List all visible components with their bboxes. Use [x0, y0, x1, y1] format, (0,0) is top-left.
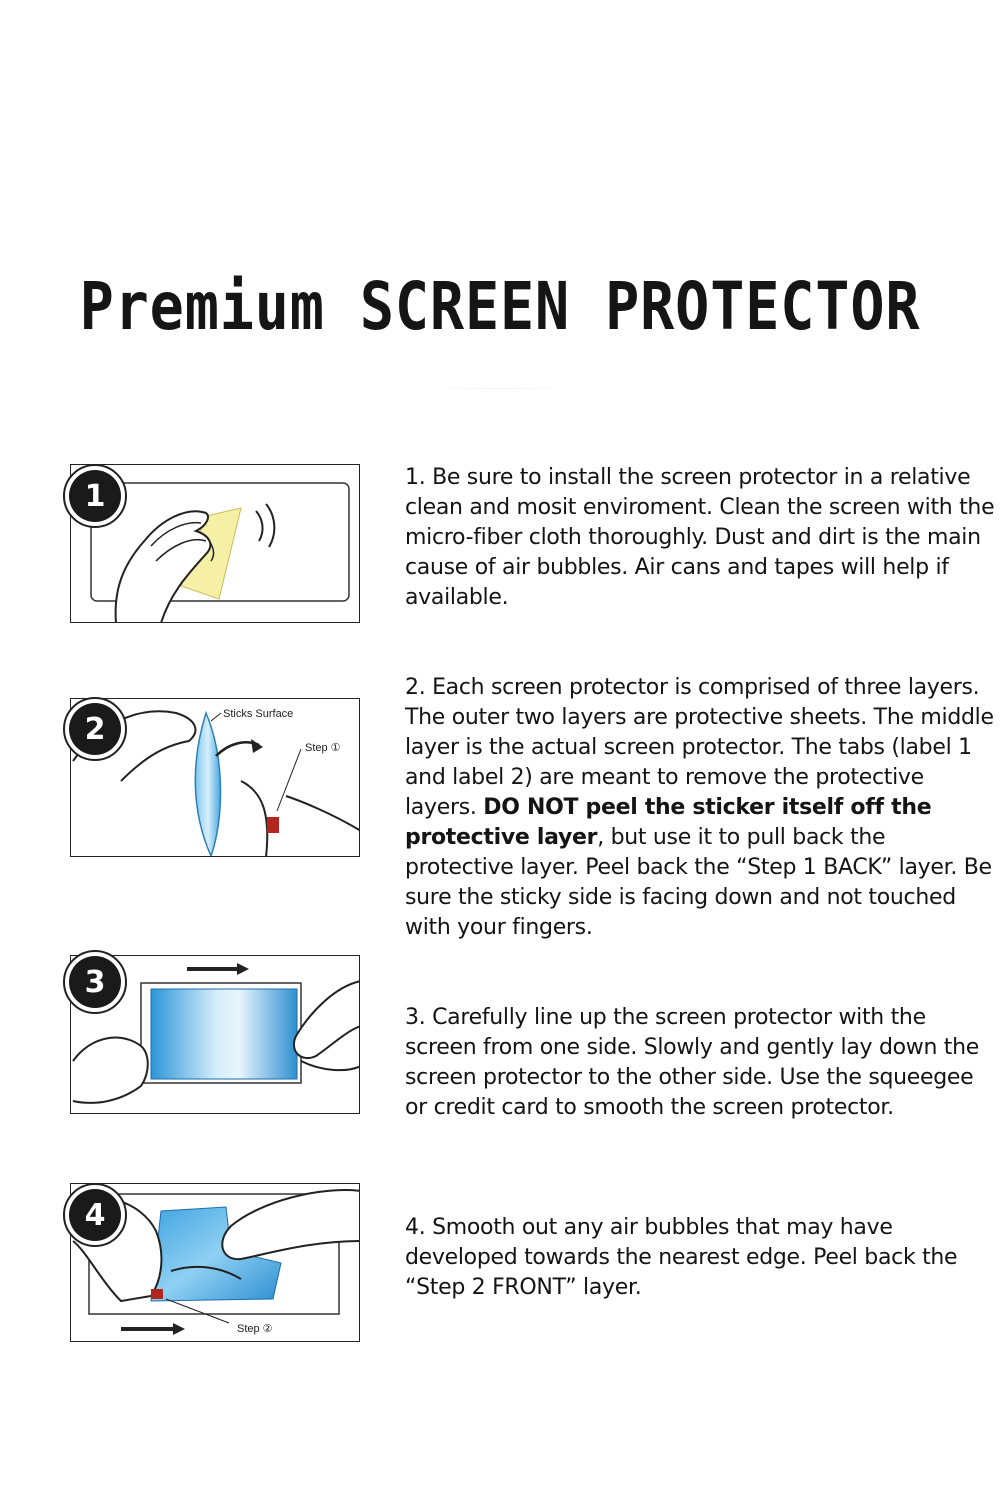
step-1-tab-label: Step ①	[305, 742, 341, 754]
step-4-text: 4. Smooth out any air bubbles that may have developed towards the nearest edge. Peel back the “Step 2 FRONT” layer.	[405, 1215, 958, 1300]
step-3-badge	[63, 950, 127, 1014]
step-1-text: 1. Be sure to install the screen protector in a relative clean and mosit enviroment. Clean the screen with the micro-fiber cloth thoroughly. Dust and dirt is the main cause of air bubbles. Air cans and tapes will help if available.	[405, 465, 995, 610]
step-2-text-warning: DO NOT peel the sticker itself off the protective layer	[405, 795, 932, 850]
step-3-text: 3. Carefully line up the screen protector with the screen from one side. Slowly and gently lay down the screen protector to the other side. Use the squeegee or credit card to smooth the screen protector.	[405, 1005, 980, 1120]
step-1-badge	[63, 464, 127, 528]
page-title: Premium SCREEN PROTECTOR	[79, 268, 921, 345]
step-4-number: 4	[69, 1189, 121, 1241]
step-4-badge	[63, 1183, 127, 1247]
step-2-number: 2	[69, 703, 121, 755]
step-2-badge	[63, 697, 127, 761]
step-2-text-intro: 2. Each screen protector is comprised of three layers. The outer two layers are protective sheets. The middle layer is the actual screen protector. The tabs (label 1 and label 2) are meant to remove the protective layers.	[405, 675, 994, 820]
step-1-number: 1	[69, 470, 121, 522]
step-3-number: 3	[69, 956, 121, 1008]
title-divider	[430, 388, 570, 389]
sticks-surface-label: Sticks Surface	[223, 708, 294, 720]
step-2-text	[405, 673, 995, 943]
step-2-tab-label: Step ②	[237, 1323, 273, 1335]
step-2-text-outro: , but use it to pull back the protective layer. Peel back the “Step 1 BACK” layer. Be sure the sticky side is facing down and not touched with your fingers.	[405, 825, 992, 940]
